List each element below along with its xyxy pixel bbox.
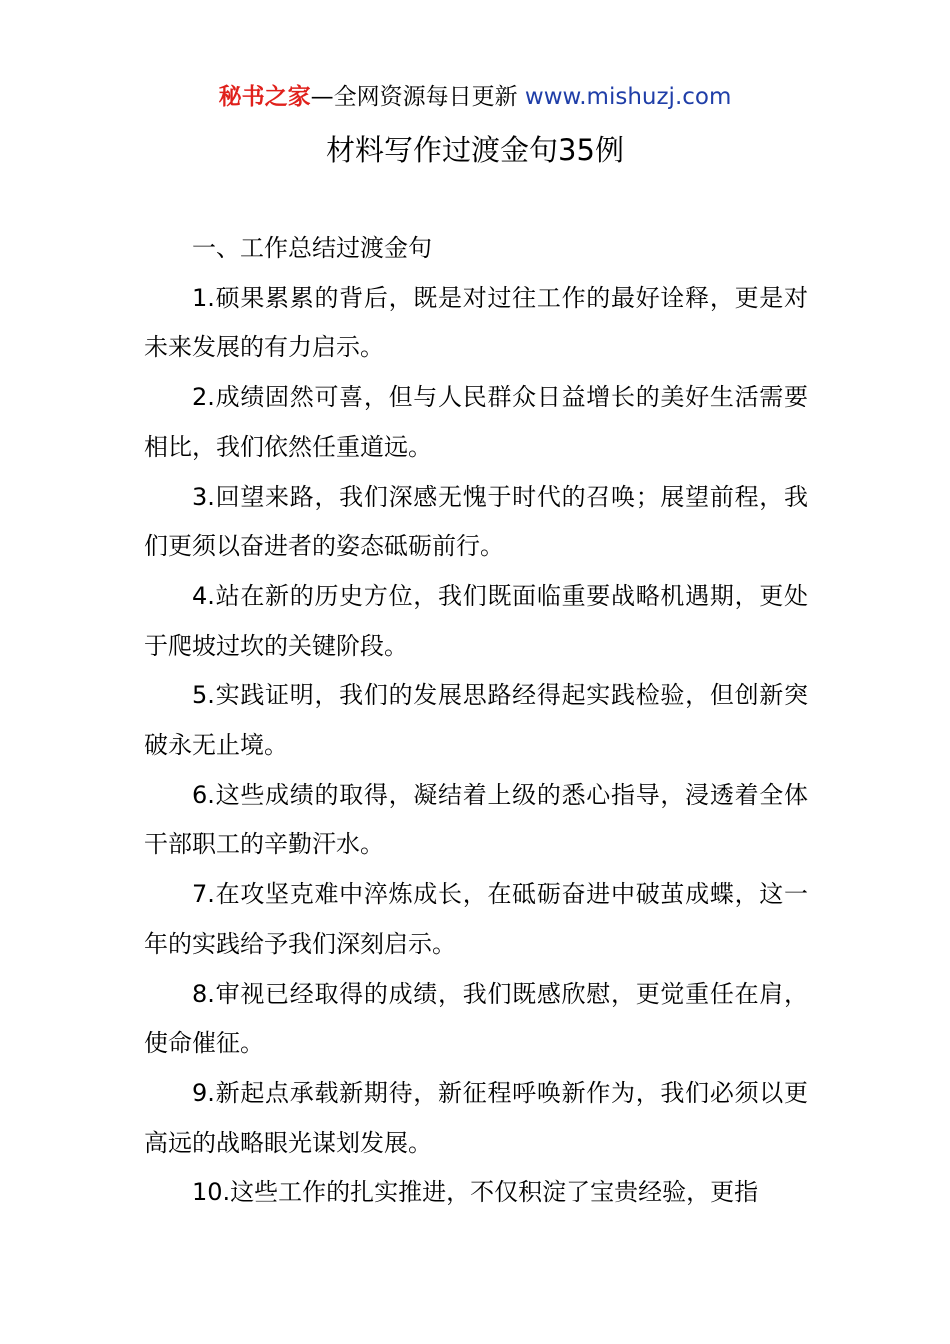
list-item: 5.实践证明，我们的发展思路经得起实践检验，但创新突破永无止境。 xyxy=(144,681,808,760)
header-tagline: —全网资源每日更新 xyxy=(310,84,518,110)
list-item: 1.硕果累累的背后，既是对过往工作的最好诠释，更是对未来发展的有力启示。 xyxy=(144,283,808,362)
list-item: 4.站在新的历史方位，我们既面临重要战略机遇期，更处于爬坡过坎的关键阶段。 xyxy=(144,581,808,660)
section-heading: 一、工作总结过渡金句 xyxy=(192,234,432,262)
list-item: 2.成绩固然可喜，但与人民群众日益增长的美好生活需要相比，我们依然任重道远。 xyxy=(144,383,808,461)
list-item: 6.这些成绩的取得，凝结着上级的悉心指导，浸透着全体干部职工的辛勤汗水。 xyxy=(144,780,808,859)
site-header xyxy=(0,80,950,114)
list-item: 10.这些工作的扎实推进，不仅积淀了宝贵经验，更指 xyxy=(192,1178,759,1207)
site-url-link[interactable]: www.mishuzj.com xyxy=(524,84,732,110)
brand-name: 秘书之家 xyxy=(218,84,311,110)
document-body xyxy=(144,224,808,1218)
list-item: 8.审视已经取得的成绩，我们既感欣慰，更觉重任在肩，使命催征。 xyxy=(144,979,808,1058)
list-item: 3.回望来路，我们深感无愧于时代的召唤；展望前程，我们更须以奋进者的姿态砥砺前行。 xyxy=(144,482,808,561)
list-item: 9.新起点承载新期待，新征程呼唤新作为，我们必须以更高远的战略眼光谋划发展。 xyxy=(144,1078,808,1157)
document-title: 材料写作过渡金句35例 xyxy=(326,133,624,167)
list-item: 7.在攻坚克难中淬炼成长，在砥砺奋进中破茧成蝶，这一年的实践给予我们深刻启示。 xyxy=(144,880,808,958)
